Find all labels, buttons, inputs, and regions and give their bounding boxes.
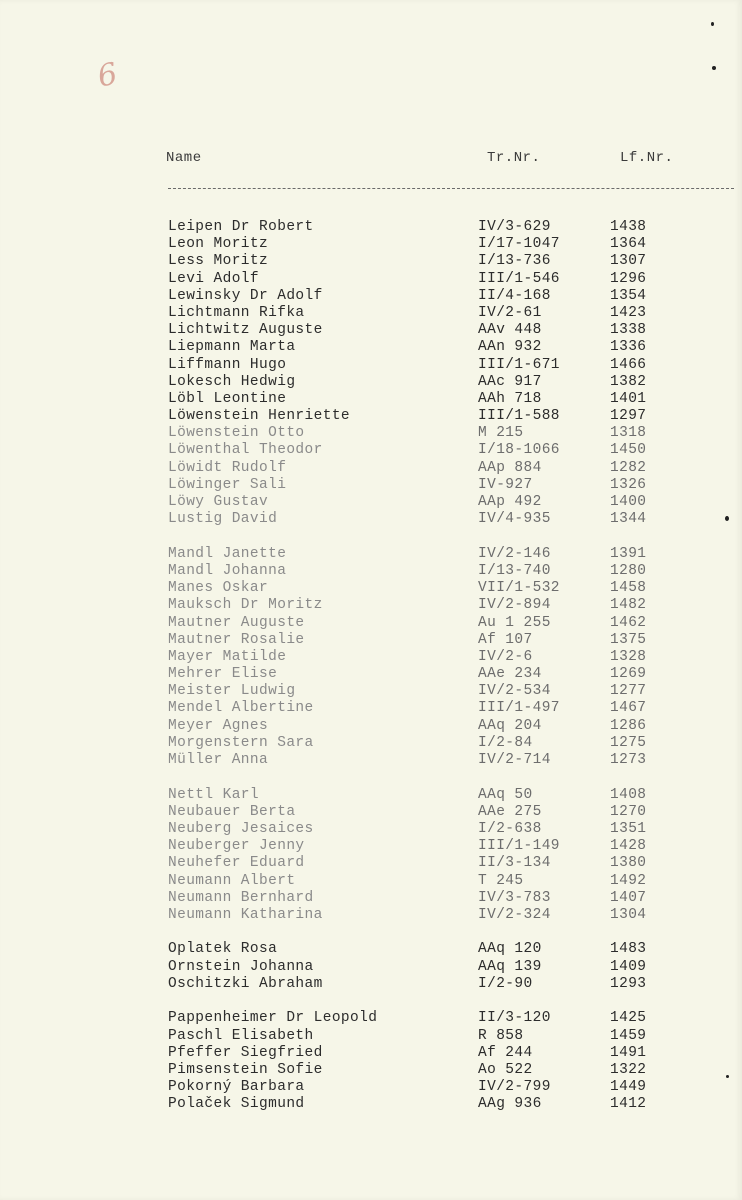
transport-number: AAq 50	[478, 786, 533, 803]
list-row	[0, 546, 742, 563]
ink-speck	[712, 66, 716, 70]
serial-number: 1364	[610, 236, 647, 253]
transport-number: T 245	[478, 872, 524, 889]
transport-number: IV/4-935	[478, 511, 551, 528]
serial-number: 1428	[610, 838, 647, 855]
transport-number: M 215	[478, 425, 524, 442]
list-row	[0, 288, 742, 305]
person-name: Mendel Albertine	[168, 700, 314, 717]
serial-number: 1423	[610, 304, 647, 321]
transport-number: Ao 522	[478, 1062, 533, 1078]
person-name: Levi Adolf	[168, 270, 260, 287]
serial-number: 1491	[610, 1044, 647, 1061]
list-row	[0, 219, 742, 236]
serial-number: 1354	[610, 287, 647, 304]
person-name: Liepmann Marta	[168, 339, 296, 356]
transport-number: AAh 718	[478, 390, 542, 407]
transport-number: IV/2-146	[478, 545, 551, 562]
transport-number: IV/2-714	[478, 752, 551, 769]
person-name: Morgenstern Sara	[168, 734, 314, 751]
person-name: Paschl Elisabeth	[168, 1027, 314, 1044]
person-name: Less Moritz	[168, 253, 269, 270]
transport-number: I/13-740	[478, 562, 551, 579]
header-divider	[168, 188, 734, 189]
person-name: Löwenthal Theodor	[168, 442, 323, 459]
list-row	[0, 253, 742, 270]
list-row	[0, 666, 742, 683]
transport-number: AAg 936	[478, 1096, 542, 1113]
list-row	[0, 855, 742, 872]
column-header-tr-nr: Tr.Nr.	[487, 150, 541, 166]
transport-number: AAc 917	[478, 373, 542, 390]
serial-number: 1326	[610, 476, 647, 493]
list-row	[0, 391, 742, 408]
serial-number: 1273	[610, 752, 647, 769]
serial-number: 1458	[610, 580, 647, 597]
list-row	[0, 1062, 742, 1079]
transport-number: AAv 448	[478, 322, 542, 339]
transport-number: AAe 234	[478, 666, 542, 683]
serial-number: 1297	[610, 408, 647, 425]
serial-number: 1296	[610, 270, 647, 287]
list-row	[0, 907, 742, 924]
person-name: Neuberger Jenny	[168, 838, 305, 855]
handwritten-page-number: 6	[94, 56, 121, 95]
transport-number: Af 244	[478, 1044, 533, 1061]
person-name: Manes Oskar	[168, 580, 269, 597]
list-row	[0, 425, 742, 442]
person-name: Pappenheimer Dr Leopold	[168, 1010, 378, 1027]
person-name: Neumann Katharina	[168, 906, 323, 923]
serial-number: 1282	[610, 459, 647, 476]
serial-number: 1438	[610, 219, 647, 235]
list-row	[0, 1079, 742, 1096]
serial-number: 1449	[610, 1079, 647, 1096]
list-row	[0, 1010, 742, 1027]
person-name: Ornstein Johanna	[168, 958, 314, 975]
list-row	[0, 511, 742, 528]
serial-number: 1380	[610, 855, 647, 872]
person-name: Pokorný Barbara	[168, 1079, 305, 1096]
list-row	[0, 821, 742, 838]
serial-number: 1336	[610, 339, 647, 356]
transport-number: I/17-1047	[478, 236, 560, 253]
serial-number: 1280	[610, 562, 647, 579]
serial-number: 1401	[610, 390, 647, 407]
serial-number: 1467	[610, 700, 647, 717]
transport-number: AAq 204	[478, 717, 542, 734]
transport-number: II/3-120	[478, 1010, 551, 1027]
transport-number: AAp 884	[478, 459, 542, 476]
list-row	[0, 615, 742, 632]
group-gap	[0, 924, 742, 941]
list-row	[0, 305, 742, 322]
list-row	[0, 976, 742, 993]
list-row	[0, 804, 742, 821]
ink-speck	[726, 1075, 729, 1078]
person-name: Neubauer Berta	[168, 803, 296, 820]
person-name: Lichtmann Rifka	[168, 304, 305, 321]
serial-number: 1270	[610, 803, 647, 820]
person-name: Löwy Gustav	[168, 494, 269, 510]
transport-number: AAp 492	[478, 494, 542, 510]
transport-number: VII/1-532	[478, 580, 560, 597]
transport-number: AAn 932	[478, 339, 542, 356]
person-name: Polaček Sigmund	[168, 1096, 305, 1113]
group-gap	[0, 528, 742, 545]
serial-number: 1307	[610, 253, 647, 270]
person-name: Leipen Dr Robert	[168, 219, 314, 235]
ink-speck	[725, 516, 729, 521]
serial-number: 1382	[610, 373, 647, 390]
person-name: Mauksch Dr Moritz	[168, 597, 323, 614]
serial-number: 1425	[610, 1010, 647, 1027]
person-name: Lichtwitz Auguste	[168, 322, 323, 339]
transport-number: AAe 275	[478, 803, 542, 820]
list-row	[0, 597, 742, 614]
person-name: Lewinsky Dr Adolf	[168, 287, 323, 304]
list-row	[0, 1028, 742, 1045]
transport-number: IV/3-783	[478, 889, 551, 906]
transport-number: III/1-149	[478, 838, 560, 855]
list-row	[0, 322, 742, 339]
serial-number: 1400	[610, 494, 647, 510]
list-row	[0, 941, 742, 958]
transport-number: IV/2-799	[478, 1079, 551, 1096]
person-name: Mautner Auguste	[168, 614, 305, 631]
serial-number: 1492	[610, 872, 647, 889]
list-row	[0, 752, 742, 769]
list-row	[0, 700, 742, 717]
serial-number: 1409	[610, 958, 647, 975]
transport-number: I/2-90	[478, 975, 533, 992]
transport-number: IV/2-6	[478, 648, 533, 665]
transport-number: AAq 120	[478, 941, 542, 958]
serial-number: 1351	[610, 820, 647, 837]
list-row	[0, 787, 742, 804]
transport-number: Au 1 255	[478, 614, 551, 631]
list-row	[0, 890, 742, 907]
serial-number: 1462	[610, 614, 647, 631]
person-name: Mandl Johanna	[168, 562, 287, 579]
person-name: Lustig David	[168, 511, 278, 528]
transport-number: I/18-1066	[478, 442, 560, 459]
serial-number: 1450	[610, 442, 647, 459]
list-row	[0, 683, 742, 700]
list-row	[0, 735, 742, 752]
serial-number: 1275	[610, 734, 647, 751]
person-name: Mayer Matilde	[168, 648, 287, 665]
name-list	[0, 219, 742, 1114]
transport-number: Af 107	[478, 631, 533, 648]
transport-number: III/1-588	[478, 408, 560, 425]
ink-speck	[711, 22, 714, 26]
transport-number: IV/2-534	[478, 683, 551, 700]
list-row	[0, 1045, 742, 1062]
person-name: Müller Anna	[168, 752, 269, 769]
person-name: Meister Ludwig	[168, 683, 296, 700]
serial-number: 1459	[610, 1027, 647, 1044]
list-row	[0, 408, 742, 425]
column-header-lf-nr: Lf.Nr.	[620, 150, 674, 166]
serial-number: 1482	[610, 597, 647, 614]
transport-number: I/2-84	[478, 734, 533, 751]
list-row	[0, 357, 742, 374]
person-name: Oplatek Rosa	[168, 941, 278, 958]
person-name: Pimsenstein Sofie	[168, 1062, 323, 1078]
transport-number: I/2-638	[478, 820, 542, 837]
serial-number: 1328	[610, 648, 647, 665]
serial-number: 1466	[610, 356, 647, 373]
list-row	[0, 477, 742, 494]
list-row	[0, 718, 742, 735]
person-name: Neuberg Jesaices	[168, 820, 314, 837]
transport-number: R 858	[478, 1027, 524, 1044]
serial-number: 1286	[610, 717, 647, 734]
list-row	[0, 632, 742, 649]
list-row	[0, 649, 742, 666]
serial-number: 1412	[610, 1096, 647, 1113]
person-name: Mandl Janette	[168, 545, 287, 562]
person-name: Mautner Rosalie	[168, 631, 305, 648]
list-row	[0, 339, 742, 356]
list-row	[0, 271, 742, 288]
transport-number: II/3-134	[478, 855, 551, 872]
serial-number: 1338	[610, 322, 647, 339]
group-gap	[0, 769, 742, 786]
list-row	[0, 1096, 742, 1113]
person-name: Löwinger Sali	[168, 476, 287, 493]
serial-number: 1391	[610, 545, 647, 562]
serial-number: 1407	[610, 889, 647, 906]
transport-number: AAq 139	[478, 958, 542, 975]
list-row	[0, 460, 742, 477]
list-row	[0, 959, 742, 976]
list-row	[0, 580, 742, 597]
transport-number: III/1-671	[478, 356, 560, 373]
serial-number: 1304	[610, 906, 647, 923]
serial-number: 1318	[610, 425, 647, 442]
transport-number: IV-927	[478, 476, 533, 493]
person-name: Neumann Bernhard	[168, 889, 314, 906]
transport-number: IV/2-894	[478, 597, 551, 614]
person-name: Löwenstein Otto	[168, 425, 305, 442]
group-gap	[0, 993, 742, 1010]
serial-number: 1293	[610, 975, 647, 992]
serial-number: 1408	[610, 786, 647, 803]
transport-number: I/13-736	[478, 253, 551, 270]
person-name: Löwenstein Henriette	[168, 408, 351, 425]
person-name: Neuhefer Eduard	[168, 855, 305, 872]
serial-number: 1322	[610, 1062, 647, 1078]
transport-number: III/1-497	[478, 700, 560, 717]
transport-number: IV/2-324	[478, 906, 551, 923]
serial-number: 1483	[610, 941, 647, 958]
transport-number: IV/3-629	[478, 219, 551, 235]
transport-number: III/1-546	[478, 270, 560, 287]
person-name: Oschitzki Abraham	[168, 975, 323, 992]
list-row	[0, 494, 742, 511]
serial-number: 1375	[610, 631, 647, 648]
list-row	[0, 374, 742, 391]
person-name: Meyer Agnes	[168, 717, 269, 734]
column-header-name: Name	[166, 150, 202, 166]
person-name: Nettl Karl	[168, 786, 260, 803]
person-name: Liffmann Hugo	[168, 356, 287, 373]
transport-number: IV/2-61	[478, 304, 542, 321]
list-row	[0, 838, 742, 855]
list-row	[0, 442, 742, 459]
person-name: Löbl Leontine	[168, 390, 287, 407]
serial-number: 1344	[610, 511, 647, 528]
list-row	[0, 873, 742, 890]
person-name: Leon Moritz	[168, 236, 269, 253]
person-name: Neumann Albert	[168, 872, 296, 889]
transport-number: II/4-168	[478, 287, 551, 304]
person-name: Mehrer Elise	[168, 666, 278, 683]
list-row	[0, 563, 742, 580]
list-row	[0, 236, 742, 253]
serial-number: 1269	[610, 666, 647, 683]
serial-number: 1277	[610, 683, 647, 700]
person-name: Pfeffer Siegfried	[168, 1044, 323, 1061]
person-name: Löwidt Rudolf	[168, 459, 287, 476]
person-name: Lokesch Hedwig	[168, 373, 296, 390]
